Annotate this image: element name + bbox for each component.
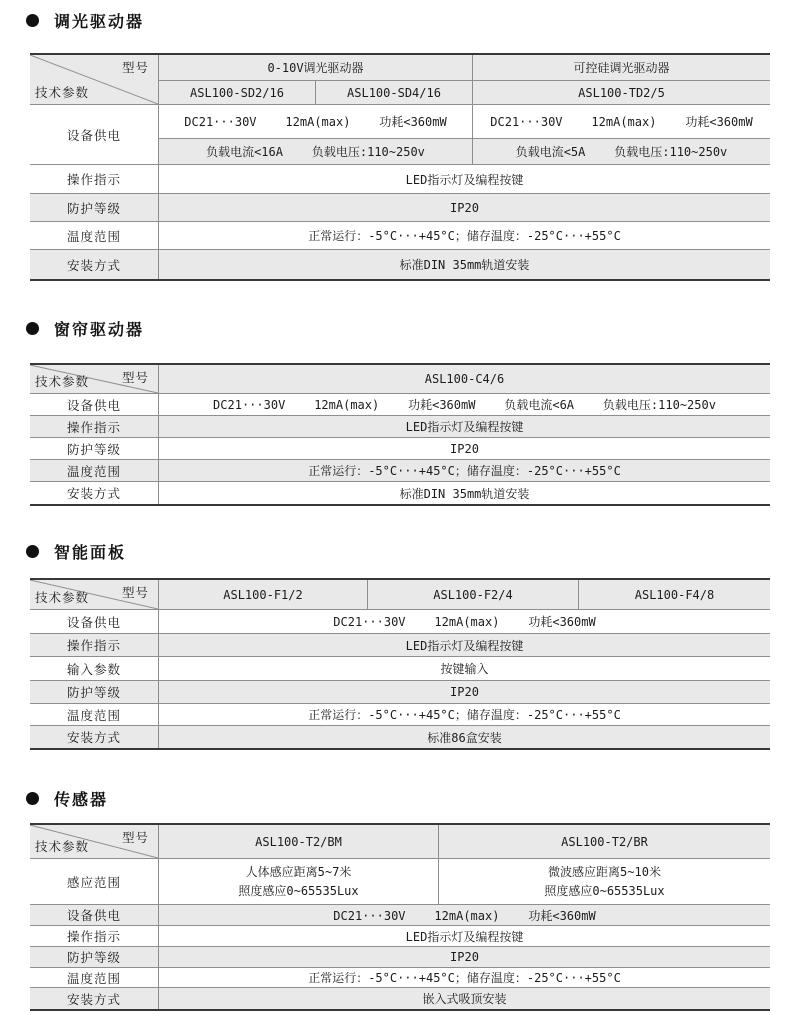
table-header-row — [30, 365, 770, 393]
section-title-dimmer-driver — [26, 9, 144, 32]
value-cell: IP20 — [158, 438, 770, 459]
corner-header-cell — [30, 825, 158, 858]
section-title-text: 智能面板 — [54, 543, 127, 562]
param-label: 防护等级 — [66, 200, 121, 216]
sensing-range-line: 人体感应距离5~7米 — [245, 864, 352, 879]
value-cell: DC21···30V 12mA(max) 功耗<360mW 负载电流<6A 负载电压:110~250v — [158, 394, 770, 415]
section-title-curtain-driver — [26, 317, 144, 340]
section-title-text: 调光驱动器 — [54, 12, 145, 31]
table-row-mounting — [30, 725, 770, 748]
param-label: 安装方式 — [66, 991, 121, 1007]
table-row-mounting — [30, 987, 770, 1009]
table-row-protection — [30, 437, 770, 459]
value-cell: 负载电流<16A 负载电压:110~250v — [206, 145, 425, 159]
sensing-range-line: 微波感应距离5~10米 — [548, 864, 661, 879]
value-cell: 标准DIN 35mm轨道安装 — [158, 250, 770, 279]
sensing-range-line: 照度感应0~65535Lux — [238, 883, 359, 898]
corner-label-params: 技术参数 — [35, 374, 90, 389]
table-row-power — [30, 904, 770, 925]
param-label: 温度范围 — [66, 970, 121, 986]
param-label: 设备供电 — [66, 127, 121, 143]
value-cell: IP20 — [158, 194, 770, 221]
header-right-area — [158, 55, 770, 104]
model-header-cell: ASL100-TD2/5 — [472, 81, 770, 104]
value-cell: DC21···30V 12mA(max) 功耗<360mW — [158, 610, 770, 633]
value-cell: 正常运行：-5°C···+45°C；储存温度：-25°C···+55°C — [158, 968, 770, 987]
param-label: 输入参数 — [66, 661, 121, 677]
param-label: 设备供电 — [66, 614, 121, 630]
table-header-row — [30, 55, 770, 104]
model-header-cell: ASL100-F2/4 — [367, 580, 578, 609]
spec-table-curtain-driver — [30, 363, 770, 506]
param-label: 防护等级 — [66, 441, 121, 457]
param-label: 设备供电 — [66, 397, 121, 413]
value-cell: IP20 — [158, 681, 770, 703]
param-label: 温度范围 — [66, 463, 121, 479]
value-cell: 正常运行：-5°C···+45°C；储存温度：-25°C···+55°C — [158, 460, 770, 481]
table-row-operation — [30, 415, 770, 437]
model-header-cell: ASL100-T2/BM — [158, 825, 438, 858]
corner-header-cell — [30, 365, 158, 393]
corner-label-params: 技术参数 — [35, 839, 90, 854]
table-row-temperature — [30, 459, 770, 481]
spec-table-sensor — [30, 823, 770, 1011]
value-cell — [158, 859, 438, 904]
sensing-range-line: 照度感应0~65535Lux — [544, 883, 665, 898]
param-label: 温度范围 — [66, 707, 121, 723]
value-cell: 按键输入 — [158, 657, 770, 680]
value-cell: LED指示灯及编程按键 — [158, 926, 770, 946]
section-title-text: 窗帘驱动器 — [54, 320, 145, 339]
corner-header-cell — [30, 580, 158, 609]
value-cell: IP20 — [158, 947, 770, 967]
spec-table-smart-panel — [30, 578, 770, 750]
corner-label-model: 型号 — [121, 60, 149, 75]
param-label: 防护等级 — [66, 685, 121, 700]
value-cell: 标准DIN 35mm轨道安装 — [158, 482, 770, 504]
param-label: 防护等级 — [66, 950, 121, 965]
bullet-icon — [26, 322, 39, 335]
param-label: 操作指示 — [66, 929, 121, 944]
param-label: 设备供电 — [66, 908, 121, 923]
param-label: 安装方式 — [66, 486, 121, 501]
section-title-text: 传感器 — [54, 790, 109, 809]
table-row-protection — [30, 193, 770, 221]
table-row-input — [30, 656, 770, 680]
value-cell: LED指示灯及编程按键 — [158, 416, 770, 437]
bullet-icon — [26, 792, 39, 805]
corner-label-model: 型号 — [121, 370, 149, 385]
bullet-icon — [26, 14, 39, 27]
table-row-power — [30, 104, 770, 164]
table-header-row — [30, 580, 770, 609]
table-row-sensing-range — [30, 858, 770, 904]
value-cell: 嵌入式吸顶安装 — [158, 988, 770, 1009]
section-title-sensor — [26, 787, 108, 810]
model-header-cell: ASL100-C4/6 — [158, 365, 770, 393]
spec-table-dimmer-driver — [30, 53, 770, 281]
table-header-row — [30, 825, 770, 858]
value-cell: 负载电流<5A 负载电压:110~250v — [472, 139, 770, 164]
column-group-0-10v: 0-10V调光驱动器 — [267, 61, 364, 75]
table-row-operation — [30, 633, 770, 656]
power-value-area — [158, 105, 770, 164]
table-row-protection — [30, 946, 770, 967]
section-title-smart-panel — [26, 540, 126, 563]
value-cell — [438, 859, 770, 904]
table-row-protection — [30, 680, 770, 703]
table-row-power — [30, 609, 770, 633]
value-cell: 正常运行：-5°C···+45°C；储存温度：-25°C···+55°C — [158, 222, 770, 249]
corner-header-cell — [30, 55, 158, 104]
table-row-power — [30, 393, 770, 415]
table-row-temperature — [30, 221, 770, 249]
bullet-icon — [26, 545, 39, 558]
param-label: 操作指示 — [66, 419, 121, 435]
value-cell: DC21···30V 12mA(max) 功耗<360mW — [184, 115, 447, 129]
value-cell: LED指示灯及编程按键 — [158, 634, 770, 656]
model-header-cell: ASL100-T2/BR — [438, 825, 770, 858]
table-row-mounting — [30, 481, 770, 504]
corner-label-params: 技术参数 — [35, 85, 90, 100]
param-label: 安装方式 — [66, 257, 121, 273]
value-cell: 标准86盒安装 — [158, 726, 770, 748]
table-row-operation — [30, 164, 770, 193]
table-row-operation — [30, 925, 770, 946]
model-header-cell: ASL100-SD2/16 — [190, 85, 284, 100]
param-label: 温度范围 — [66, 228, 121, 244]
corner-label-model: 型号 — [121, 585, 149, 600]
table-row-temperature — [30, 967, 770, 987]
param-label: 操作指示 — [66, 172, 121, 187]
param-label: 操作指示 — [66, 638, 121, 653]
corner-label-model: 型号 — [121, 830, 149, 845]
param-label: 安装方式 — [66, 730, 121, 745]
model-header-cell: ASL100-F1/2 — [158, 580, 367, 609]
value-cell: 正常运行：-5°C···+45°C；储存温度：-25°C···+55°C — [158, 704, 770, 725]
table-row-temperature — [30, 703, 770, 725]
corner-label-params: 技术参数 — [35, 590, 90, 605]
value-cell: DC21···30V 12mA(max) 功耗<360mW — [472, 105, 770, 138]
param-label: 感应范围 — [66, 874, 121, 890]
value-cell: LED指示灯及编程按键 — [158, 165, 770, 193]
table-row-mounting — [30, 249, 770, 279]
model-header-cell: ASL100-F4/8 — [578, 580, 770, 609]
value-cell: DC21···30V 12mA(max) 功耗<360mW — [158, 905, 770, 925]
model-header-cell: ASL100-SD4/16 — [315, 81, 472, 104]
column-group-triac: 可控硅调光驱动器 — [472, 55, 770, 80]
